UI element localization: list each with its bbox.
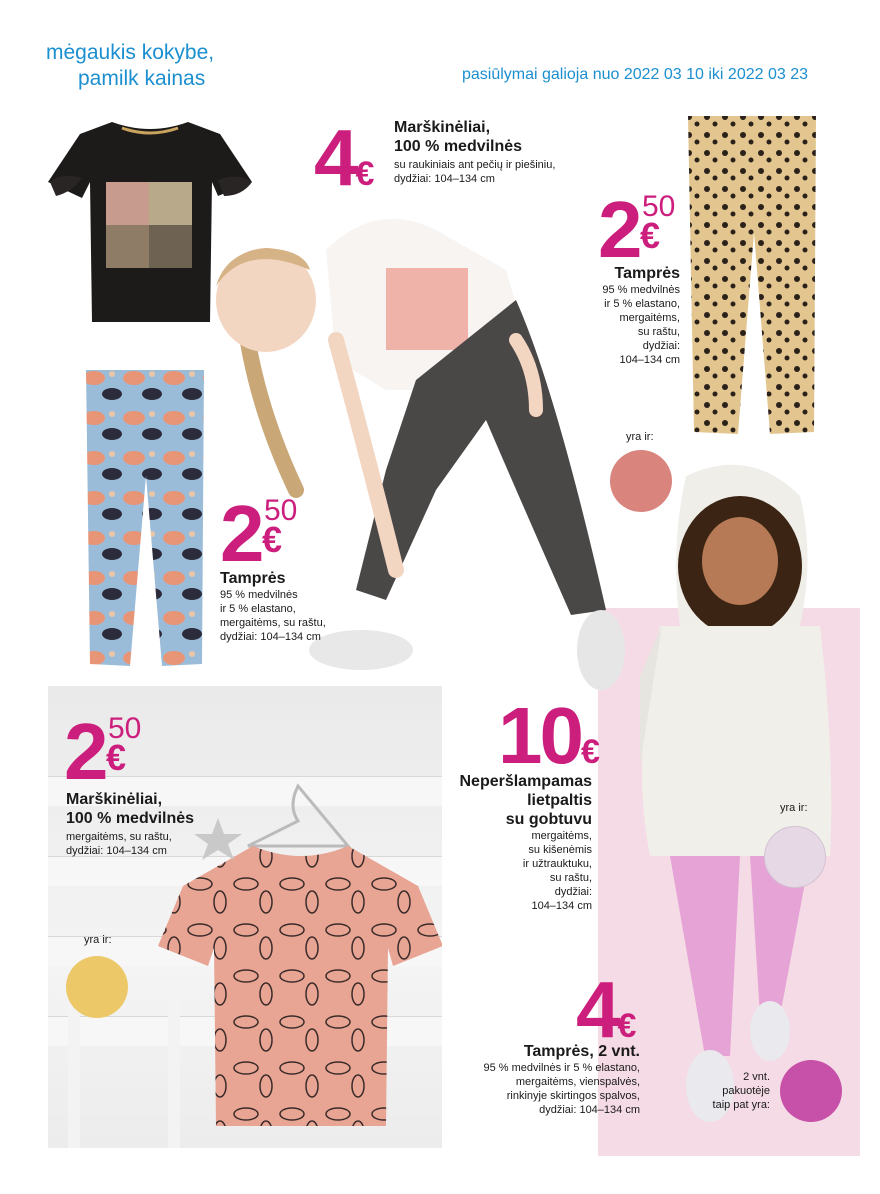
leggings-2pack-title: Tamprės, 2 vnt.	[523, 1043, 640, 1060]
leggings-2pack-price-currency: €	[617, 1007, 637, 1045]
leaf-leggings-price-cents: 50	[264, 494, 298, 527]
leggings-2pack-desc-1: 95 % medvilnės ir 5 % elastano,	[483, 1062, 640, 1074]
leopard-leggings-info	[560, 264, 680, 367]
leopard-leggings-desc-6: 104–134 cm	[619, 354, 680, 366]
tagline-line-2: pamilk kainas	[78, 67, 206, 90]
leopard-leggings-desc-5: dydžiai:	[642, 340, 680, 352]
raincoat-title-1: Neperšlampamas	[459, 773, 592, 790]
leopard-leggings-desc-4: su raštu,	[637, 326, 680, 338]
raincoat-alt-swatch[interactable]	[764, 826, 826, 888]
leaf-leggings-desc-3: mergaitėms, su raštu,	[220, 617, 326, 629]
leaf-leggings-title: Tamprės	[220, 570, 286, 587]
tshirt-cotton-desc-2: dydžiai: 104–134 cm	[394, 173, 495, 185]
pack-note-1: 2 vnt.	[743, 1071, 770, 1083]
pack-note-2: pakuotėje	[722, 1085, 770, 1097]
leaf-leggings-price-main: 2	[220, 489, 262, 578]
leaf-leggings-desc-1: 95 % medvilnės	[220, 589, 298, 601]
leopard-leggings-also-label: yra ir:	[626, 431, 654, 443]
tshirt-cotton-title-1: Marškinėliai,	[394, 119, 491, 136]
pink-tshirt-also-label: yra ir:	[84, 934, 112, 946]
tshirt-cotton-price	[314, 113, 375, 202]
leaf-leggings-price-currency: €	[262, 519, 283, 560]
leopard-leggings-price-main: 2	[598, 185, 640, 274]
leopard-leggings-desc-2: ir 5 % elastano,	[604, 298, 680, 310]
raincoat-price-main: 10	[498, 691, 581, 780]
leopard-leggings-image[interactable]	[684, 112, 820, 442]
pink-tshirt-price	[64, 707, 154, 796]
raincoat-price-currency: €	[580, 733, 600, 771]
raincoat-title-2: lietpaltis	[527, 792, 592, 809]
raincoat-also-label: yra ir:	[780, 802, 808, 814]
pink-tshirt-title-1: Marškinėliai,	[66, 791, 163, 808]
tshirt-cotton-price-currency: €	[355, 155, 375, 193]
leggings-2pack-info	[440, 1042, 640, 1117]
leaf-leggings-image[interactable]	[82, 366, 208, 672]
leggings-2pack-price-main: 4	[576, 965, 618, 1054]
pink-tshirt-price-main: 2	[64, 707, 106, 796]
raincoat-info	[440, 772, 592, 913]
tshirt-cotton-title-2: 100 % medvilnės	[394, 138, 523, 155]
leaf-leggings-info	[220, 569, 326, 644]
tshirt-cotton-desc-1: su raukiniais ant pečių ir piešiniu,	[394, 159, 556, 171]
pink-tshirt-alt-swatch[interactable]	[66, 956, 128, 1018]
raincoat-desc-2: su kišenėmis	[528, 844, 592, 856]
raincoat-desc-3: ir užtrauktuku,	[522, 858, 592, 870]
raincoat-title-3: su gobtuvu	[505, 811, 592, 828]
pink-tshirt-info	[66, 790, 194, 858]
leopard-leggings-price-currency: €	[640, 215, 661, 256]
leggings-2pack-price	[576, 965, 637, 1054]
leaf-leggings-price	[220, 489, 310, 578]
leggings-2pack-pack-note	[690, 1070, 770, 1112]
leopard-leggings-desc-1: 95 % medvilnės	[602, 284, 680, 296]
leaf-leggings-desc-2: ir 5 % elastano,	[220, 603, 296, 615]
pack-note-3: taip pat yra:	[712, 1099, 770, 1111]
pink-tshirt-title-2: 100 % medvilnės	[66, 810, 195, 827]
raincoat-desc-4: su raštu,	[549, 872, 592, 884]
tshirt-cotton-info	[394, 118, 555, 186]
leopard-leggings-title: Tamprės	[614, 265, 680, 282]
leggings-2pack-alt-swatch[interactable]	[780, 1060, 842, 1122]
raincoat-desc-1: mergaitėms,	[531, 830, 592, 842]
leggings-2pack-desc-3: rinkinyje skirtingos spalvos,	[506, 1090, 640, 1102]
pink-tshirt-desc-1: mergaitėms, su raštu,	[66, 831, 172, 843]
pink-tshirt-desc-2: dydžiai: 104–134 cm	[66, 845, 167, 857]
leggings-2pack-desc-4: dydžiai: 104–134 cm	[539, 1104, 640, 1116]
raincoat-desc-6: 104–134 cm	[531, 900, 592, 912]
tagline-line-1: mėgaukis kokybe,	[46, 41, 215, 64]
raincoat-price	[498, 691, 600, 780]
pink-tshirt-price-cents: 50	[108, 712, 142, 745]
leaf-leggings-desc-4: dydžiai: 104–134 cm	[220, 631, 321, 643]
pink-tshirt-price-currency: €	[106, 737, 127, 778]
leopard-leggings-price-cents: 50	[642, 190, 676, 223]
tshirt-cotton-price-main: 4	[314, 113, 356, 202]
offer-validity: pasiūlymai galioja nuo 2022 03 10 iki 2022 03 23	[461, 66, 808, 83]
leopard-leggings-desc-3: mergaitėms,	[619, 312, 680, 324]
raincoat-desc-5: dydžiai:	[554, 886, 592, 898]
tagline	[46, 40, 214, 92]
leggings-2pack-desc-2: mergaitėms, vienspalvės,	[515, 1076, 640, 1088]
